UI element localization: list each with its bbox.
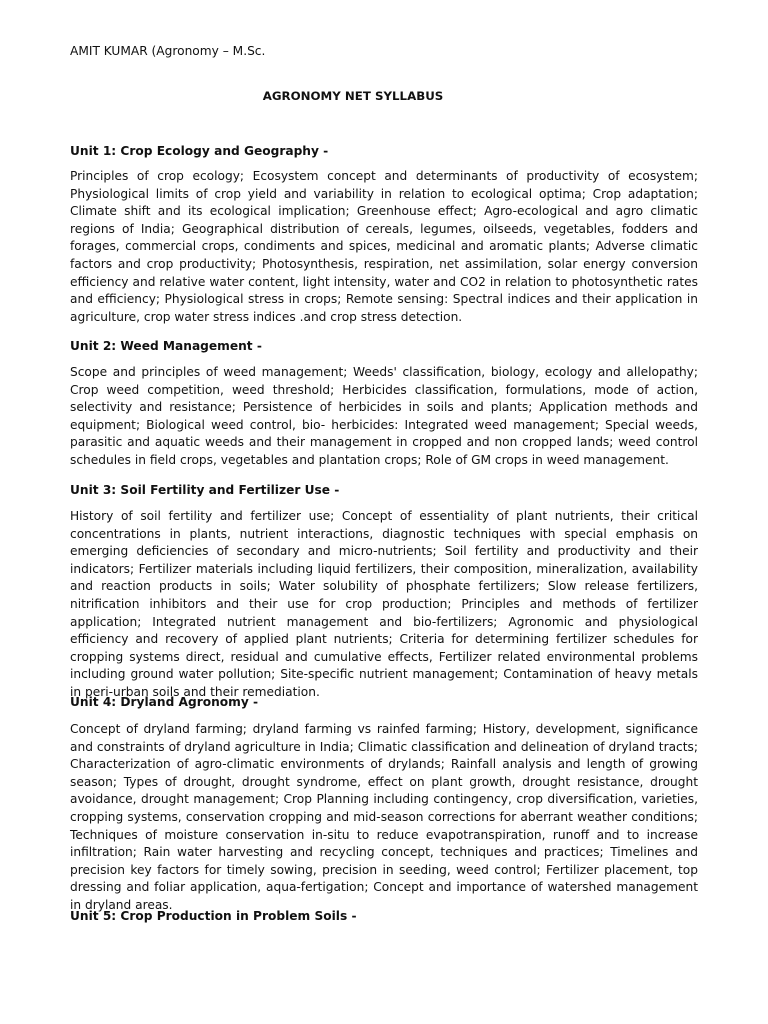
unit-4-body: Concept of dryland farming; dryland farming vs rainfed farming; History, development, significance and constraints of dryland agriculture in India; Climatic classification and delineation of dryland tracts; Characterization of agro-climatic environments of drylands; Rainfall analysis and length of growing season; Types of drought, drought syndrome, effect on plant growth, drought resistance, drought avoidance, drought management; Crop Planning including contingency, crop diversification, varieties, cropping systems, conservation cropping and mid-season corrections for aberrant weather conditions; Techniques of moisture conservation in-situ to reduce evapotranspiration, runoff and to increase infiltration; Rain water harvesting and recycling concept, techniques and practices; Timelines and precision key factors for timely sowing, precision in seeding, weed control; Fertilizer placement, top dressing and foliar application, aqua-fertigation; Concept and importance of watershed management in dryland areas. [70,722,698,912]
unit-1-body: Principles of crop ecology; Ecosystem concept and determinants of productivity of ecosystem; Physiological limits of crop yield and variability in relation to ecological optima; Crop adaptation; Climate shift and its ecological implication; Greenhouse effect; Agro-ecological and agro climatic regions of India; Geographical distribution of cereals, legumes, oilseeds, vegetables, fodders and forages, commercial crops, condiments and spices, medicinal and aromatic plants; Adverse climatic factors and crop productivity; Photosynthesis, respiration, net assimilation, solar energy conversion efficiency and relative water content, light intensity, water and CO2 in relation to photosynthetic rates and efficiency; Physiological stress in crops; Remote sensing: Spectral indices and their application in agriculture, crop water stress indices .and crop stress detection. [70,169,698,324]
unit-1-heading: Unit 1: Crop Ecology and Geography - [70,144,329,158]
page-title: AGRONOMY NET SYLLABUS [262,89,444,103]
unit-2-heading: Unit 2: Weed Management - [70,339,262,353]
unit-3-body: History of soil fertility and fertilizer use; Concept of essentiality of plant nutrients, their critical concentrations in plants, nutrient interactions, diagnostic techniques with special emphasis on emerging deficiencies of secondary and micro-nutrients; Soil fertility and productivity and their indicators; Fertilizer materials including liquid fertilizers, their composition, mineralization, availability and reaction products in soils; Water solubility of phosphate fertilizers; Slow release fertilizers, nitrification inhibitors and their use for crop production; Principles and methods of fertilizer application; Integrated nutrient management and bio-fertilizers; Agronomic and physiological efficiency and recovery of applied plant nutrients; Criteria for determining fertilizer schedules for cropping systems direct, residual and cumulative effects, Fertilizer related environmental problems including ground water pollution; Site-specific nutrient management; Contamination of heavy metals in peri-urban soils and their remediation. [70,509,698,699]
unit-5-heading: Unit 5: Crop Production in Problem Soils - [70,909,357,923]
unit-4-heading: Unit 4: Dryland Agronomy - [70,695,259,709]
unit-3-heading: Unit 3: Soil Fertility and Fertilizer Use - [70,483,340,497]
unit-2-body: Scope and principles of weed management; Weeds' classification, biology, ecology and allelopathy; Crop weed competition, weed threshold; Herbicides classification, formulations, mode of action, selectivity and resistance; Persistence of herbicides in soils and plants; Application methods and equipment; Biological weed control, bio- herbicides: Integrated weed management; Special weeds, parasitic and aquatic weeds and their management in cropped and non cropped lands; weed control schedules in field crops, vegetables and plantation crops; Role of GM crops in weed management. [70,365,698,467]
author-line: AMIT KUMAR (Agronomy – M.Sc. [70,44,266,58]
